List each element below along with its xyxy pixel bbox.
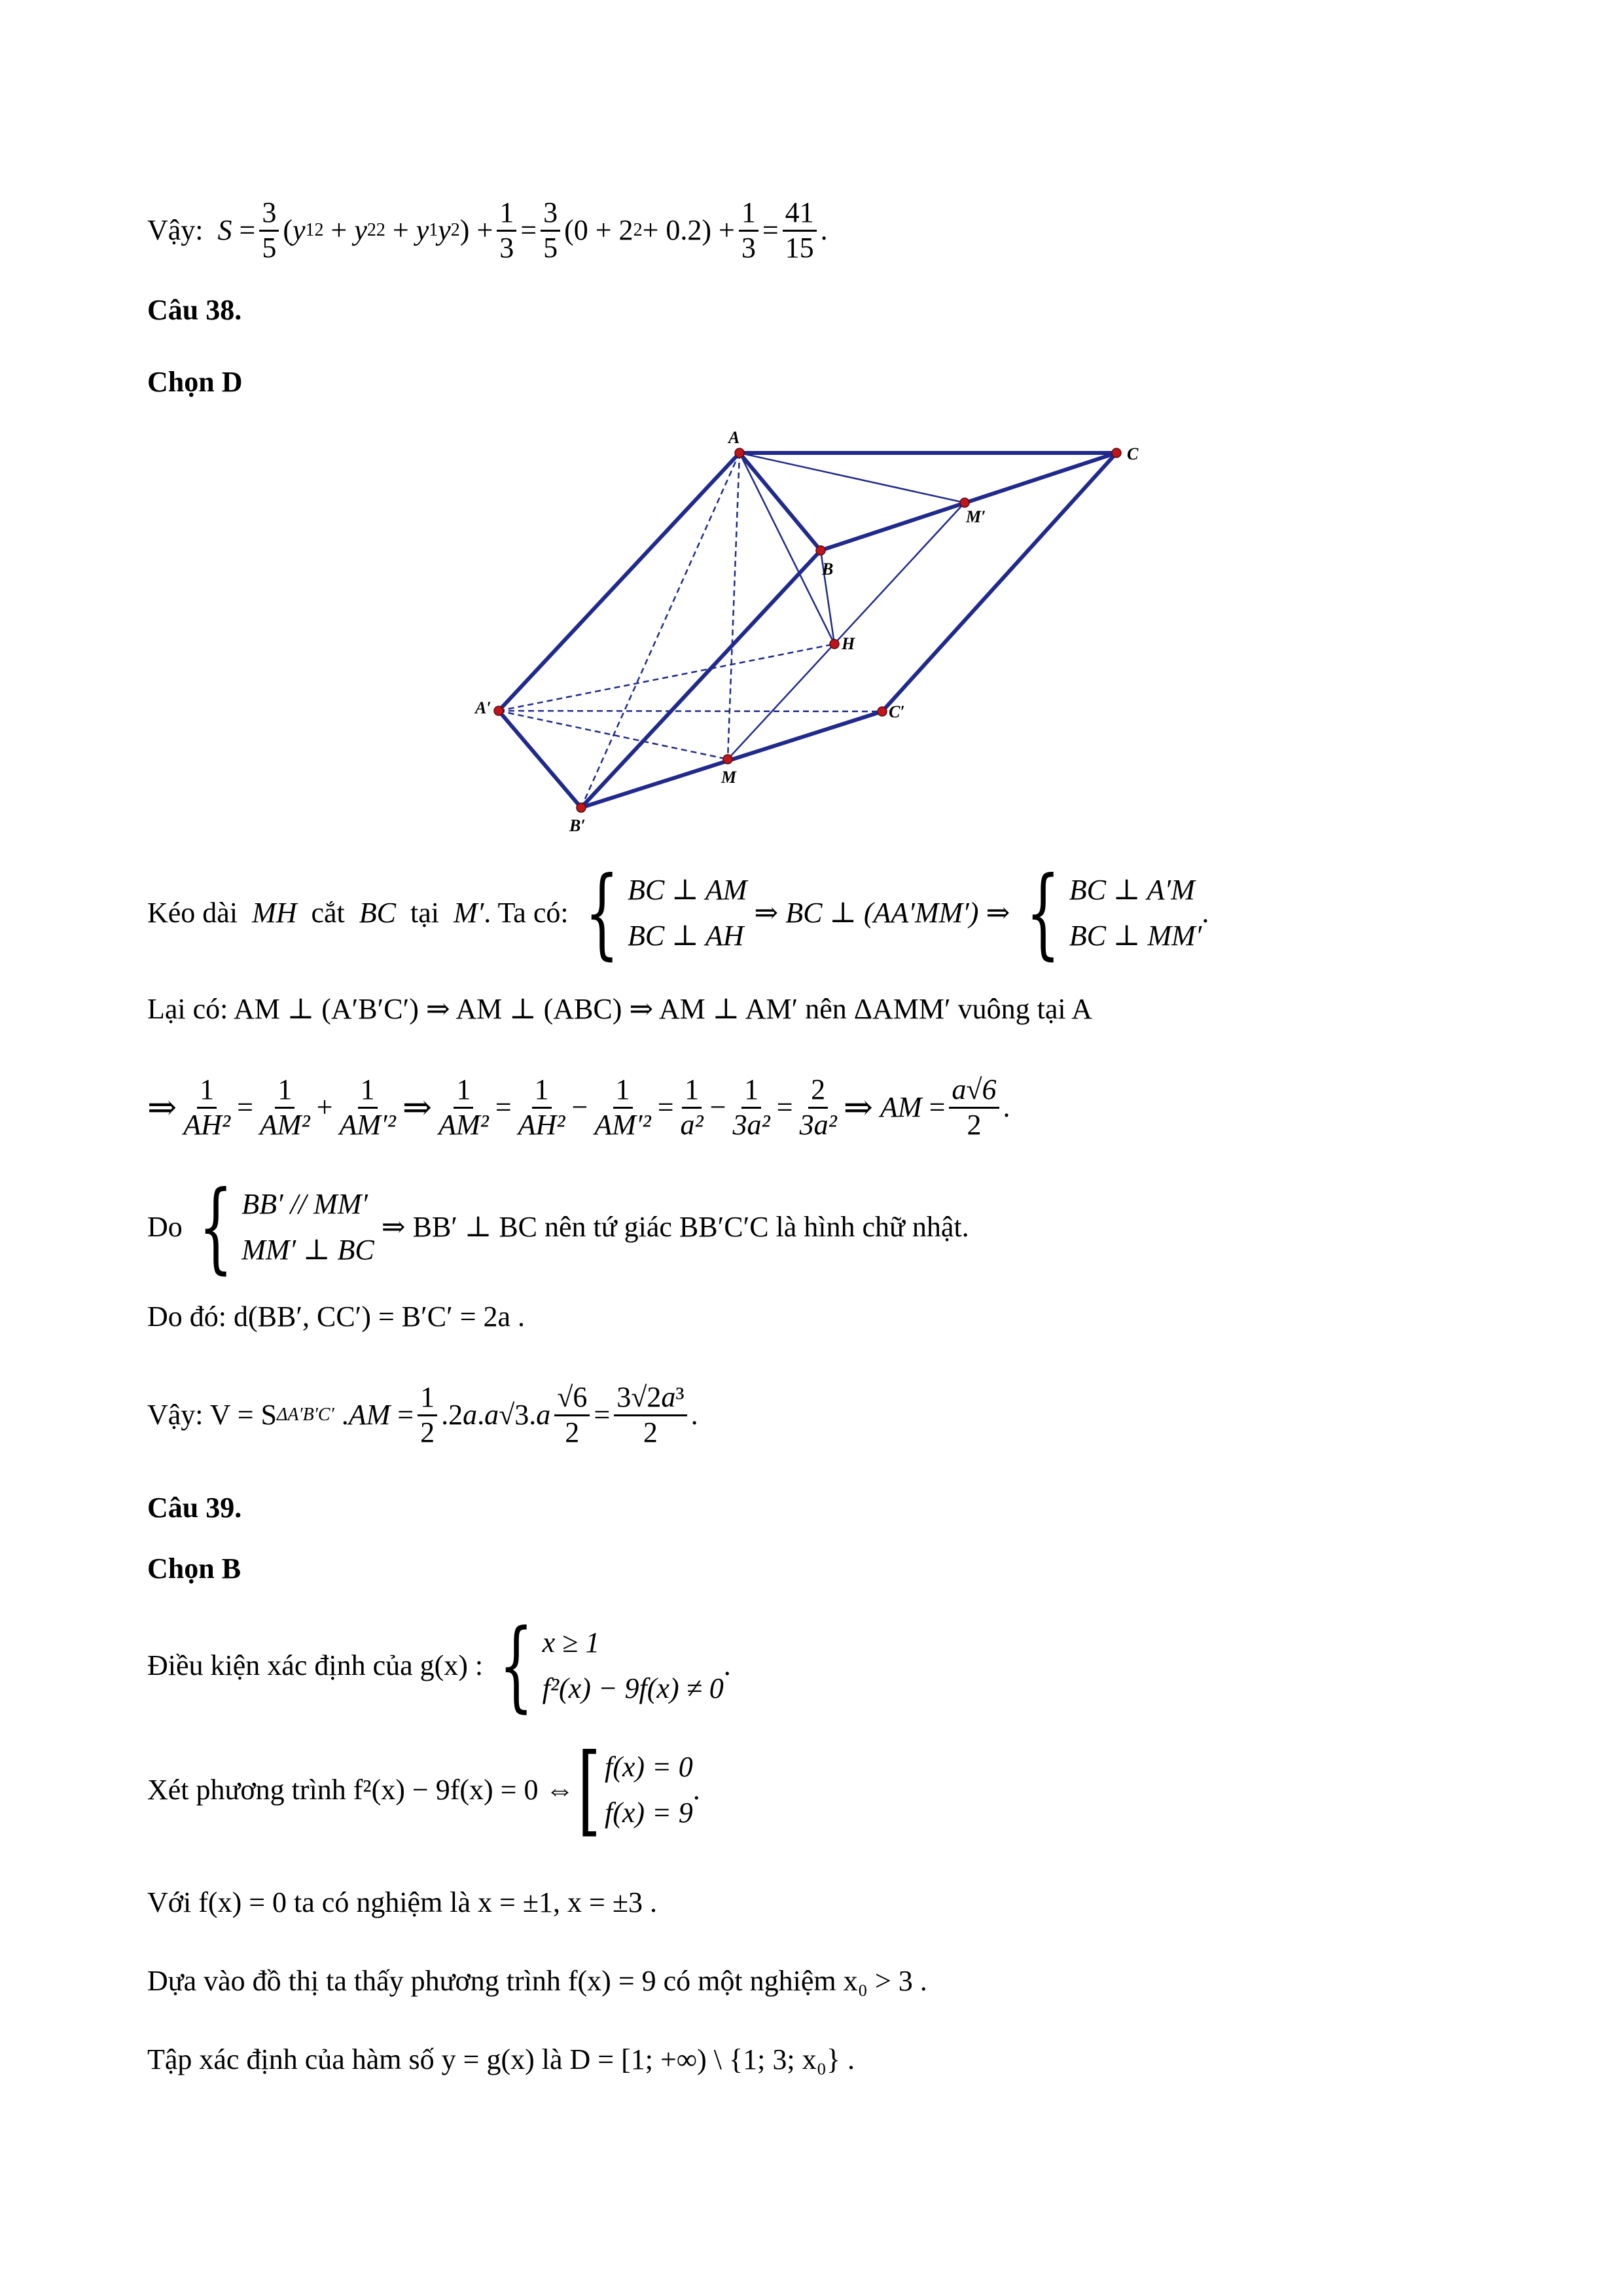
label-M: M: [721, 768, 737, 787]
parallel-line: Do { BB′ // MM′ MM′ ⊥ BC ⇒ BB′ ⊥ BC nên tứ giác BB′C′C là hình chữ nhật.: [147, 1170, 969, 1284]
point-A': [494, 706, 503, 715]
label-B': B′: [569, 816, 586, 835]
equation-line: Xét phương trình f²(x) − 9f(x) = 0 ⇔ [ f(x) = 0 f(x) = 9 .: [147, 1733, 700, 1847]
prism-figure: [471, 425, 1191, 844]
point-B': [577, 803, 586, 812]
point-M: [723, 755, 732, 764]
label-A: A: [728, 428, 740, 447]
label-A': A′: [475, 698, 491, 717]
answer-39: Chọn B: [147, 1552, 241, 1585]
roots-line: Với f(x) = 0 ta có nghiệm là x = ±1, x = ±3 .: [147, 1886, 657, 1918]
domain-result: Tập xác định của hàm số y = g(x) là D = [1; +∞) \ {1; 3; x₀} .: [147, 2043, 855, 2075]
reciprocal-formula: ⇒ $\frac{1}{\text{AH²}}$ = $\frac{1}{\text{AM²}}$ + $\frac{1}{\text{AM′²}}$ ⇒ $\frac{1}{\text{AM²}}$ = $\frac{1}{\text{AH²}}$ − $\frac{1}{\text{AM′²}}$ = $\frac{1}{\text{a²}}$ − $\frac{1}{\text{3a²}}$ = $\frac{2}{\text{3a²}}$ ⇒ AM = $\frac{a√6}{2}$ .: [147, 1073, 1010, 1141]
point-M': [960, 498, 969, 507]
label-C: C: [1127, 444, 1139, 463]
label-H: H: [842, 634, 855, 653]
also-have-line: Lại có: AM ⊥ (A′B′C′) ⇒ AM ⊥ (ABC) ⇒ AM ⊥ AM′ nên ΔAMM′ vuông tại A: [147, 993, 1092, 1025]
point-C': [878, 707, 887, 716]
domain-condition: Điều kiện xác định của g(x) : { x ≥ 1 f²(x) − 9f(x) ≠ 0 .: [147, 1609, 731, 1723]
seg-AB': [581, 453, 740, 808]
label-C': C′: [889, 702, 905, 721]
point-A: [735, 448, 744, 457]
point-C: [1112, 448, 1121, 457]
point-B: [816, 546, 825, 555]
question-38-heading: Câu 38.: [147, 294, 242, 326]
distance-line: Do đó: d(BB′, CC′) = B′C′ = 2a .: [147, 1300, 526, 1333]
answer-38: Chọn D: [147, 366, 243, 398]
label-M': M′: [966, 507, 986, 526]
seg-AM: [728, 453, 740, 759]
volume-formula: Vậy: V = S ΔA′B′C′ . AM = $\frac{1}{2}$ .2 a . a √3. a $\frac{√6}{2}$ = $\frac{\text{3√2a³}}{2}$ .: [147, 1381, 698, 1448]
point-H: [830, 639, 839, 649]
formula-s: Vậy: S = $\frac{3}{5}$ ( y 1 2 + y 2 2 + y 1 y 2 ) + $\frac{1}{3}$ = $\frac{3}{5}$ (0 + 2 2 + 0.2) + $\frac{1}{3}$ = $\frac{41}{15}$ .: [147, 196, 828, 264]
extension-line: Kéo dài MH cắt BC tại M′ . Ta có: { BC ⊥ AM BC ⊥ AH ⇒ BC ⊥ (AA′MM′) ⇒ { BC ⊥ A′M BC ⊥ MM′ .: [147, 856, 1209, 970]
question-39-heading: Câu 39.: [147, 1492, 242, 1524]
label-B: B: [822, 560, 834, 579]
edge-AA': [499, 453, 740, 711]
graph-line: Dựa vào đồ thị ta thấy phương trình f(x) = 9 có một nghiệm x₀ > 3 .: [147, 1965, 927, 1997]
